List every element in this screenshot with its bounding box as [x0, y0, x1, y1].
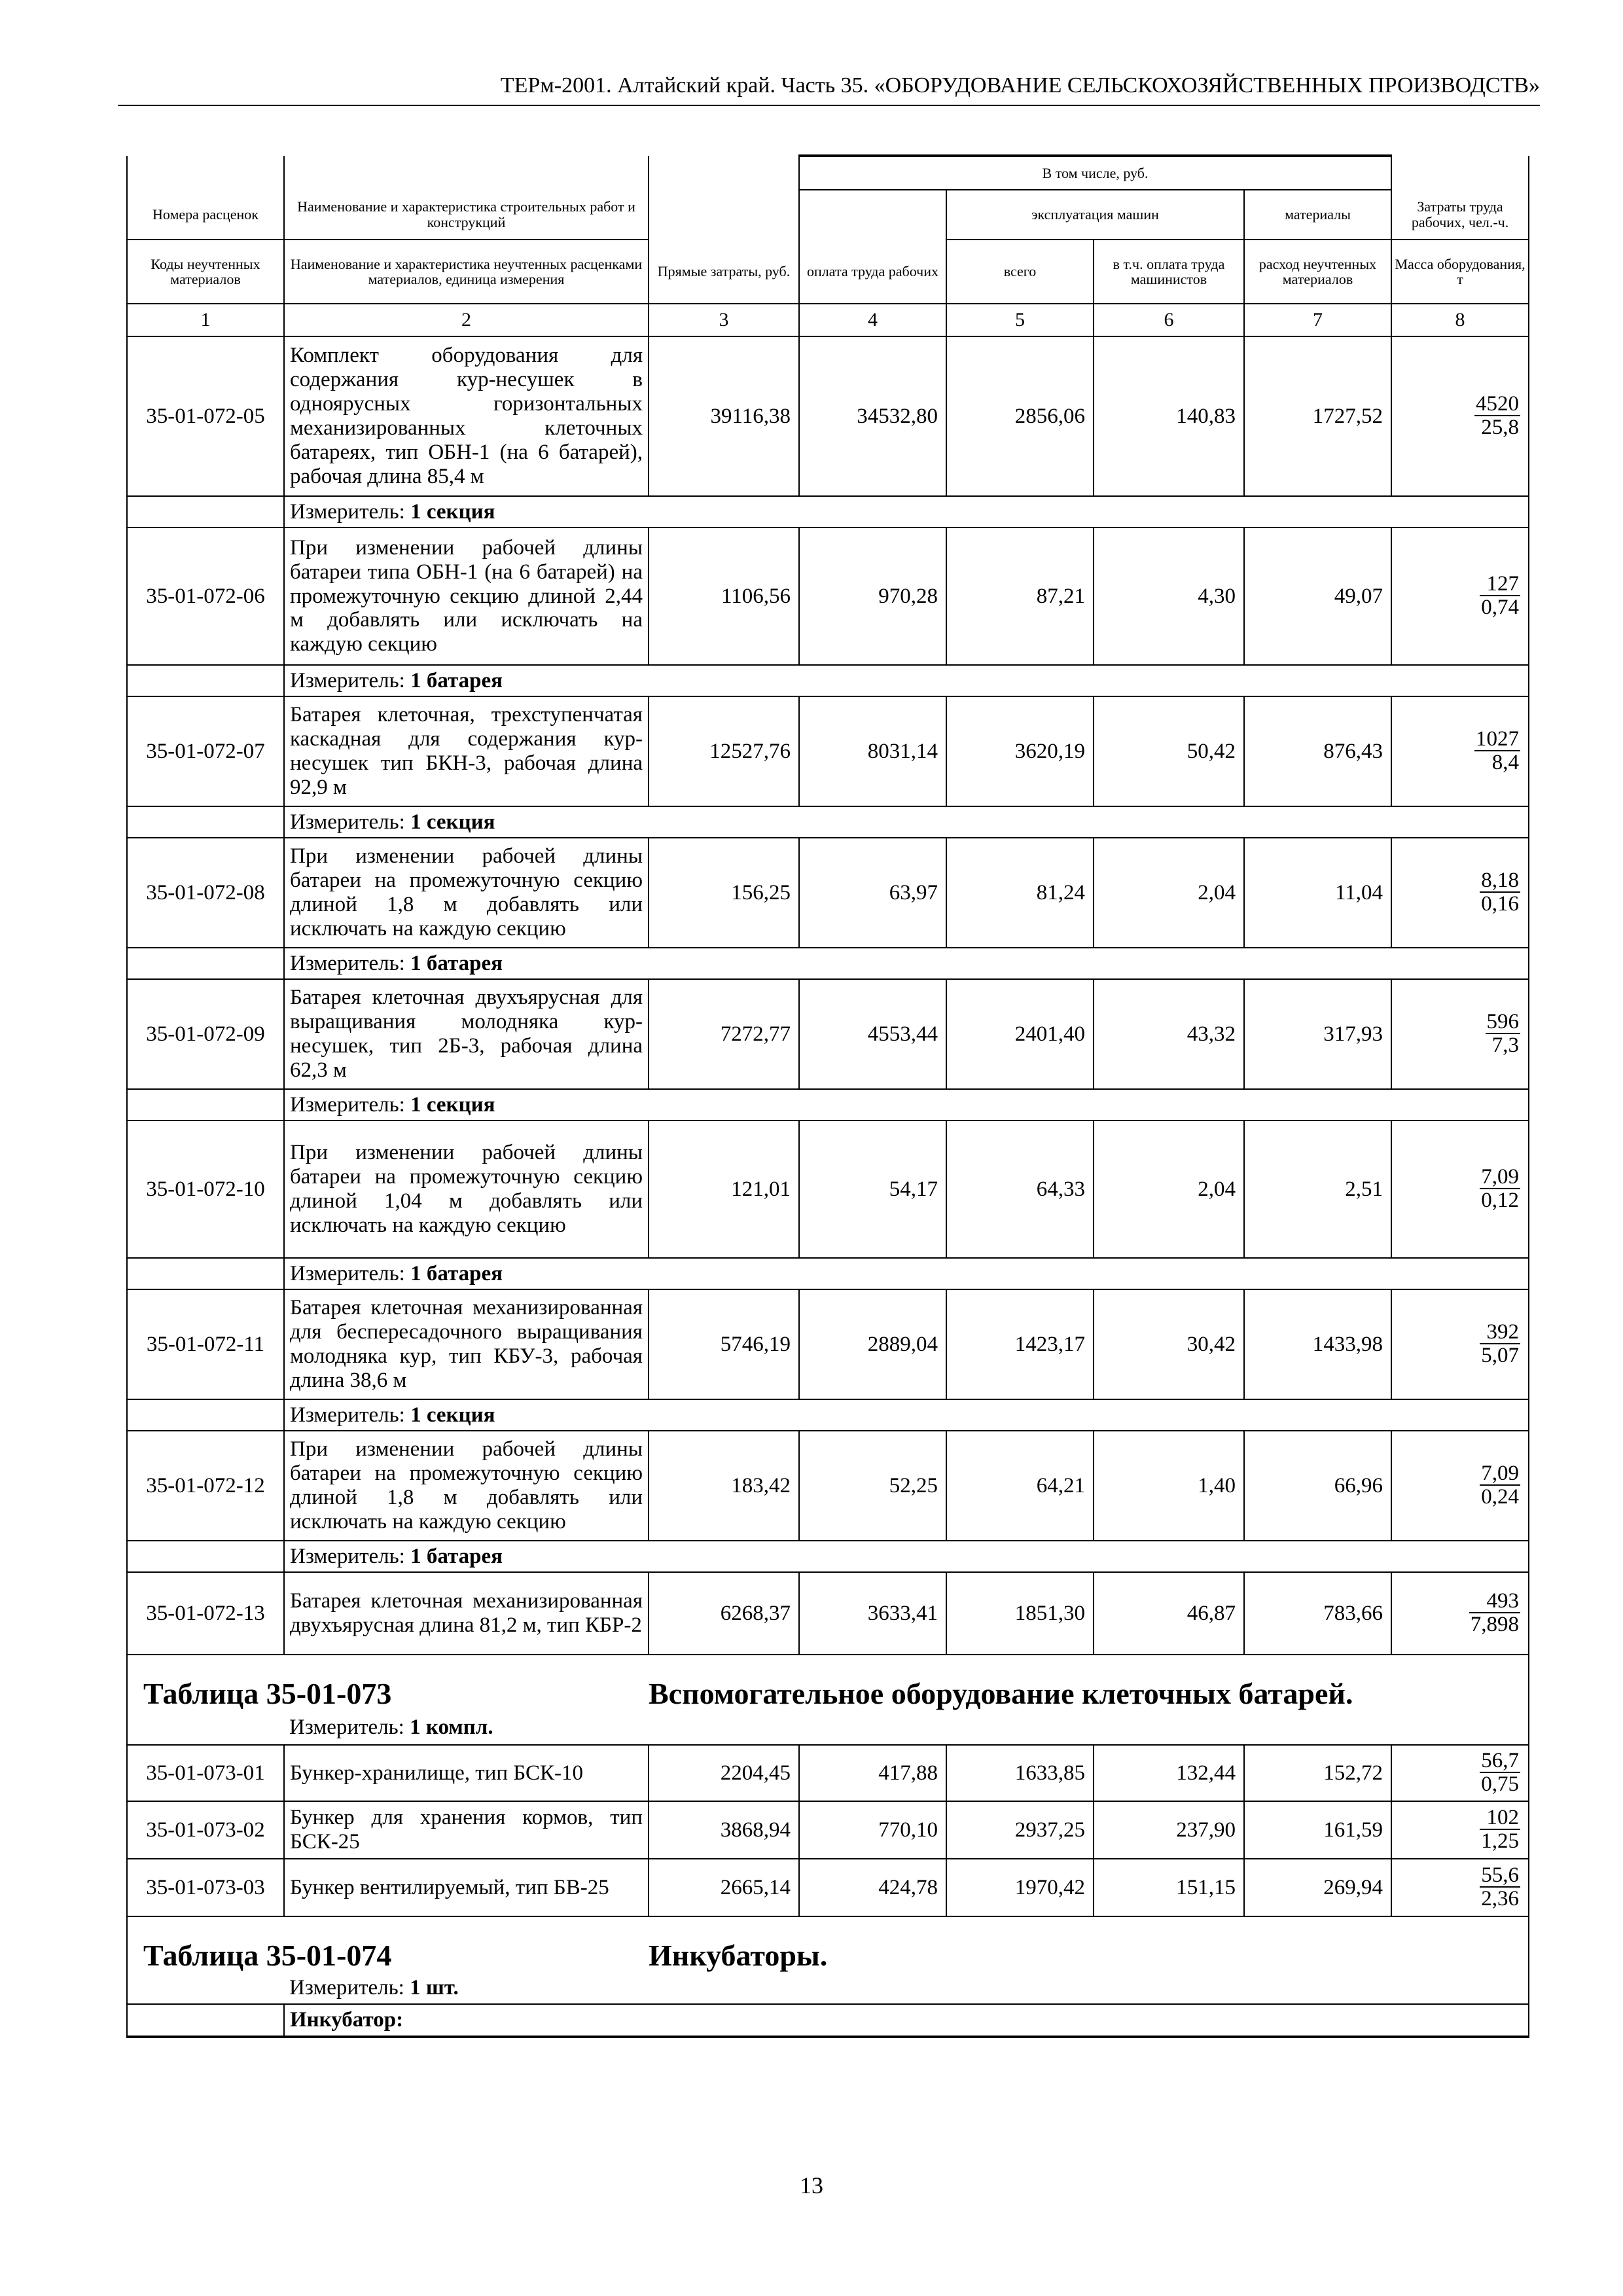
materials: 2,51 [1244, 1121, 1391, 1258]
mass-value: 7,898 [1470, 1613, 1520, 1637]
direct-costs: 156,25 [649, 838, 799, 948]
workers-wages: 770,10 [799, 1801, 946, 1859]
machines-total: 1970,42 [946, 1859, 1094, 1916]
table-row [127, 1745, 1529, 1801]
rate-name: Батарея клеточная механизированная двухъярусная длина 81,2 м, тип КБР-2 [284, 1572, 649, 1655]
labor-mass [1391, 1431, 1529, 1541]
column-number: 3 [649, 304, 799, 336]
rate-name: Бункер для хранения кормов, тип БСК-25 [284, 1801, 649, 1859]
measure-label: Измеритель: [290, 951, 405, 975]
subheading-code-cell [127, 2004, 284, 2037]
labor-mass [1391, 336, 1529, 496]
rate-code: 35-01-072-10 [127, 1121, 284, 1258]
table-row [127, 1289, 1529, 1399]
rate-code: 35-01-072-09 [127, 979, 284, 1089]
materials: 152,72 [1244, 1745, 1391, 1801]
measure-unit: 1 шт. [410, 1976, 459, 2000]
header-empty-cell [649, 190, 799, 240]
header-labor: Затраты труда рабочих, чел.-ч. [1391, 190, 1529, 240]
price-table [126, 154, 1529, 2038]
measure-unit: 1 батарея [410, 1261, 503, 1285]
rate-code: 35-01-072-11 [127, 1289, 284, 1399]
page-number: 13 [800, 2172, 823, 2198]
table-073-number-cell [127, 1655, 649, 1711]
measure-fill [649, 806, 1529, 838]
column-number: 6 [1094, 304, 1244, 336]
mass-value: 7,3 [1491, 1033, 1520, 1058]
labor-mass [1391, 1289, 1529, 1399]
table-row [127, 1572, 1529, 1655]
labor-value: 127 [1480, 573, 1520, 597]
rate-name: Бункер-хранилище, тип БСК-10 [284, 1745, 649, 1801]
column-number: 2 [284, 304, 649, 336]
labor-value: 55,6 [1481, 1863, 1520, 1887]
header-including: В том числе, руб. [799, 156, 1391, 190]
machinists-wages: 4,30 [1094, 528, 1244, 665]
machinists-wages: 132,44 [1094, 1745, 1244, 1801]
machines-total: 2937,25 [946, 1801, 1094, 1859]
workers-wages: 54,17 [799, 1121, 946, 1258]
direct-costs: 3868,94 [649, 1801, 799, 1859]
machines-total: 1423,17 [946, 1289, 1094, 1399]
materials: 49,07 [1244, 528, 1391, 665]
materials: 11,04 [1244, 838, 1391, 948]
measure-label: Измеритель: [289, 1715, 404, 1739]
direct-costs: 2665,14 [649, 1859, 799, 1916]
measure-label: Измеритель: [290, 668, 405, 692]
header-rule [118, 105, 1540, 106]
measure-unit: 1 секция [410, 810, 495, 834]
table-074-number-cell [127, 1916, 649, 1973]
header-machines-total: всего [946, 240, 1094, 304]
direct-costs: 1106,56 [649, 528, 799, 665]
labor-value: 56,7 [1481, 1748, 1520, 1772]
header-empty-cell [284, 156, 649, 190]
measure-label: Измеритель: [290, 1403, 405, 1427]
machinists-wages: 2,04 [1094, 1121, 1244, 1258]
rate-name: При изменении рабочей длины батареи типа ОБН-1 (на 6 батарей) на промежуточную секцию длиной 2,44 м добавлять или исключать на каждую секцию [284, 528, 649, 665]
mass-value: 0,16 [1481, 892, 1520, 916]
labor-value: 7,09 [1481, 1164, 1520, 1189]
labor-mass [1391, 1859, 1529, 1916]
table-row [127, 1121, 1529, 1258]
direct-costs: 6268,37 [649, 1572, 799, 1655]
labor-value: 4520 [1476, 391, 1520, 416]
machines-total: 64,21 [946, 1431, 1094, 1541]
measure [284, 1399, 649, 1431]
rate-code: 35-01-072-08 [127, 838, 284, 948]
machinists-wages: 140,83 [1094, 336, 1244, 496]
workers-wages: 2889,04 [799, 1289, 946, 1399]
machinists-wages: 151,15 [1094, 1859, 1244, 1916]
machines-total: 64,33 [946, 1121, 1094, 1258]
workers-wages: 970,28 [799, 528, 946, 665]
mass-value: 0,74 [1481, 596, 1520, 620]
header-machines: эксплуатация машин [946, 190, 1244, 240]
workers-wages: 417,88 [799, 1745, 946, 1801]
table-row [127, 979, 1529, 1089]
machines-total: 3620,19 [946, 696, 1094, 806]
measure-label: Измеритель: [290, 1092, 405, 1117]
labor-mass [1391, 1745, 1529, 1801]
table-073-title-cell [649, 1655, 1529, 1711]
header-empty-cell [1391, 156, 1529, 190]
measure-label: Измеритель: [290, 810, 405, 834]
measure-code-cell [127, 1711, 284, 1745]
materials: 876,43 [1244, 696, 1391, 806]
measure-fill [649, 1258, 1529, 1289]
rate-name: Батарея клеточная механизированная для беспересадочного выращивания молодняка кур, тип КБУ-3, рабочая длина 38,6 м [284, 1289, 649, 1399]
table-074-number: Таблица 35-01-074 [143, 1939, 392, 1972]
machinists-wages: 43,32 [1094, 979, 1244, 1089]
table-074-title-cell [649, 1916, 1529, 1973]
mass-value: 8,4 [1491, 751, 1520, 775]
header-name: Наименование и характеристика строительных работ и конструкций [284, 190, 649, 240]
machines-total: 1851,30 [946, 1572, 1094, 1655]
measure [284, 1711, 649, 1745]
direct-costs: 2204,45 [649, 1745, 799, 1801]
measure-unit: 1 секция [410, 1403, 495, 1427]
table-row [127, 336, 1529, 496]
table-row [127, 1859, 1529, 1916]
labor-mass [1391, 838, 1529, 948]
mass-value: 2,36 [1481, 1887, 1520, 1911]
column-number: 8 [1391, 304, 1529, 336]
machines-total: 2856,06 [946, 336, 1094, 496]
measure-label: Измеритель: [289, 1976, 404, 2000]
subheading [284, 2004, 1529, 2037]
measure-code-cell [127, 1541, 284, 1572]
workers-wages: 424,78 [799, 1859, 946, 1916]
header-codes: Номера расценок [127, 190, 284, 240]
header-materials: материалы [1244, 190, 1391, 240]
measure [284, 1973, 649, 2004]
measure-fill [649, 1089, 1529, 1121]
mass-value: 0,24 [1481, 1485, 1520, 1509]
rate-code: 35-01-072-13 [127, 1572, 284, 1655]
measure [284, 496, 649, 528]
column-number: 5 [946, 304, 1094, 336]
measure-fill [649, 948, 1529, 979]
measure-fill [649, 1541, 1529, 1572]
direct-costs: 183,42 [649, 1431, 799, 1541]
measure-code-cell [127, 1258, 284, 1289]
materials: 161,59 [1244, 1801, 1391, 1859]
table-073-number: Таблица 35-01-073 [143, 1677, 392, 1710]
measure-code-cell [127, 665, 284, 696]
subheading-text: Инкубатор: [290, 2008, 404, 2032]
workers-wages: 3633,41 [799, 1572, 946, 1655]
column-number: 1 [127, 304, 284, 336]
labor-value: 1027 [1476, 726, 1520, 751]
header-mass: Масса оборудования, т [1391, 240, 1529, 304]
direct-costs: 12527,76 [649, 696, 799, 806]
machines-total: 2401,40 [946, 979, 1094, 1089]
header-direct-costs: Прямые затраты, руб. [649, 240, 799, 304]
table-074-title: Инкубаторы. [649, 1939, 828, 1972]
table-row [127, 1431, 1529, 1541]
workers-wages: 63,97 [799, 838, 946, 948]
measure-unit: 1 секция [410, 499, 495, 524]
table-row [127, 1801, 1529, 1859]
measure-fill [649, 1973, 1529, 2004]
measure [284, 665, 649, 696]
workers-wages: 8031,14 [799, 696, 946, 806]
labor-value: 596 [1486, 1009, 1520, 1033]
labor-mass [1391, 528, 1529, 665]
rate-code: 35-01-072-12 [127, 1431, 284, 1541]
rate-code: 35-01-073-01 [127, 1745, 284, 1801]
column-number: 7 [1244, 304, 1391, 336]
measure-unit: 1 батарея [410, 668, 503, 692]
header-material-names: Наименование и характеристика неучтенных расценками материалов, единица измерения [284, 240, 649, 304]
labor-mass [1391, 696, 1529, 806]
materials: 1433,98 [1244, 1289, 1391, 1399]
measure-fill [649, 1399, 1529, 1431]
materials: 783,66 [1244, 1572, 1391, 1655]
labor-mass [1391, 1572, 1529, 1655]
header-machinists-wages: в т.ч. оплата труда машинистов [1094, 240, 1244, 304]
labor-value: 493 [1469, 1590, 1520, 1614]
workers-wages: 4553,44 [799, 979, 946, 1089]
table-073-title: Вспомогательное оборудование клеточных батарей. [649, 1677, 1353, 1710]
direct-costs: 5746,19 [649, 1289, 799, 1399]
table-row [127, 838, 1529, 948]
labor-mass [1391, 1121, 1529, 1258]
measure-code-cell [127, 806, 284, 838]
mass-value: 0,12 [1481, 1189, 1520, 1213]
measure-unit: 1 батарея [410, 1544, 503, 1568]
measure-code-cell [127, 496, 284, 528]
machinists-wages: 1,40 [1094, 1431, 1244, 1541]
rate-code: 35-01-073-03 [127, 1859, 284, 1916]
rate-code: 35-01-073-02 [127, 1801, 284, 1859]
labor-value: 7,09 [1481, 1461, 1520, 1485]
machinists-wages: 237,90 [1094, 1801, 1244, 1859]
machinists-wages: 46,87 [1094, 1572, 1244, 1655]
measure-unit: 1 секция [410, 1092, 495, 1117]
direct-costs: 39116,38 [649, 336, 799, 496]
labor-mass [1391, 979, 1529, 1089]
measure-code-cell [127, 948, 284, 979]
measure-code-cell [127, 1089, 284, 1121]
rate-code: 35-01-072-07 [127, 696, 284, 806]
mass-value: 0,75 [1481, 1772, 1520, 1797]
measure-label: Измеритель: [290, 499, 405, 524]
mass-value: 25,8 [1481, 416, 1520, 440]
measure-unit: 1 батарея [410, 951, 503, 975]
labor-mass [1391, 1801, 1529, 1859]
rate-name: При изменении рабочей длины батареи на промежуточную секцию длиной 1,8 м добавлять или исключать на каждую секцию [284, 1431, 649, 1541]
materials: 66,96 [1244, 1431, 1391, 1541]
direct-costs: 121,01 [649, 1121, 799, 1258]
rate-code: 35-01-072-05 [127, 336, 284, 496]
materials: 269,94 [1244, 1859, 1391, 1916]
measure-code-cell [127, 1399, 284, 1431]
rate-name: При изменении рабочей длины батареи на промежуточную секцию длиной 1,04 м добавлять или исключать на каждую секцию [284, 1121, 649, 1258]
rate-name: Комплект оборудования для содержания кур-несушек в одноярусных горизонтальных механизированных клеточных батареях, тип ОБН-1 (на 6 батарей), рабочая длина 85,4 м [284, 336, 649, 496]
rate-name: Батарея клеточная, трехступенчатая каскадная для содержания кур-несушек тип БКН-3, рабочая длина 92,9 м [284, 696, 649, 806]
measure-code-cell [127, 1973, 284, 2004]
labor-value: 8,18 [1481, 868, 1520, 892]
measure-label: Измеритель: [290, 1544, 405, 1568]
measure-unit: 1 компл. [410, 1715, 493, 1739]
rate-code: 35-01-072-06 [127, 528, 284, 665]
labor-value: 102 [1480, 1806, 1520, 1831]
rate-name: Батарея клеточная двухъярусная для выращивания молодняка кур-несушек, тип 2Б-3, рабочая длина 62,3 м [284, 979, 649, 1089]
workers-wages: 34532,80 [799, 336, 946, 496]
header-empty-cell [799, 190, 946, 240]
header-wages: оплата труда рабочих [799, 240, 946, 304]
materials: 1727,52 [1244, 336, 1391, 496]
column-number: 4 [799, 304, 946, 336]
labor-value: 392 [1480, 1321, 1520, 1345]
mass-value: 5,07 [1481, 1344, 1520, 1368]
measure [284, 1258, 649, 1289]
header-unaccounted-materials: расход неучтенных материалов [1244, 240, 1391, 304]
header-material-codes: Коды неучтенных материалов [127, 240, 284, 304]
header-empty-cell [127, 156, 284, 190]
materials: 317,93 [1244, 979, 1391, 1089]
machines-total: 1633,85 [946, 1745, 1094, 1801]
table-row [127, 528, 1529, 665]
measure-fill [649, 496, 1529, 528]
measure [284, 1541, 649, 1572]
rate-name: Бункер вентилируемый, тип БВ-25 [284, 1859, 649, 1916]
measure [284, 948, 649, 979]
workers-wages: 52,25 [799, 1431, 946, 1541]
machinists-wages: 50,42 [1094, 696, 1244, 806]
measure [284, 806, 649, 838]
direct-costs: 7272,77 [649, 979, 799, 1089]
machinists-wages: 30,42 [1094, 1289, 1244, 1399]
rate-name: При изменении рабочей длины батареи на промежуточную секцию длиной 1,8 м добавлять или исключать на каждую секцию [284, 838, 649, 948]
machines-total: 81,24 [946, 838, 1094, 948]
machines-total: 87,21 [946, 528, 1094, 665]
measure [284, 1089, 649, 1121]
measure-fill [649, 665, 1529, 696]
running-header: ТЕРм-2001. Алтайский край. Часть 35. «ОБОРУДОВАНИЕ СЕЛЬСКОХОЗЯЙСТВЕННЫХ ПРОИЗВОДСТВ» [500, 73, 1540, 98]
measure-fill [649, 1711, 1529, 1745]
mass-value: 1,25 [1481, 1829, 1520, 1854]
machinists-wages: 2,04 [1094, 838, 1244, 948]
measure-label: Измеритель: [290, 1261, 405, 1285]
header-empty-cell [649, 156, 799, 190]
table-row [127, 696, 1529, 806]
